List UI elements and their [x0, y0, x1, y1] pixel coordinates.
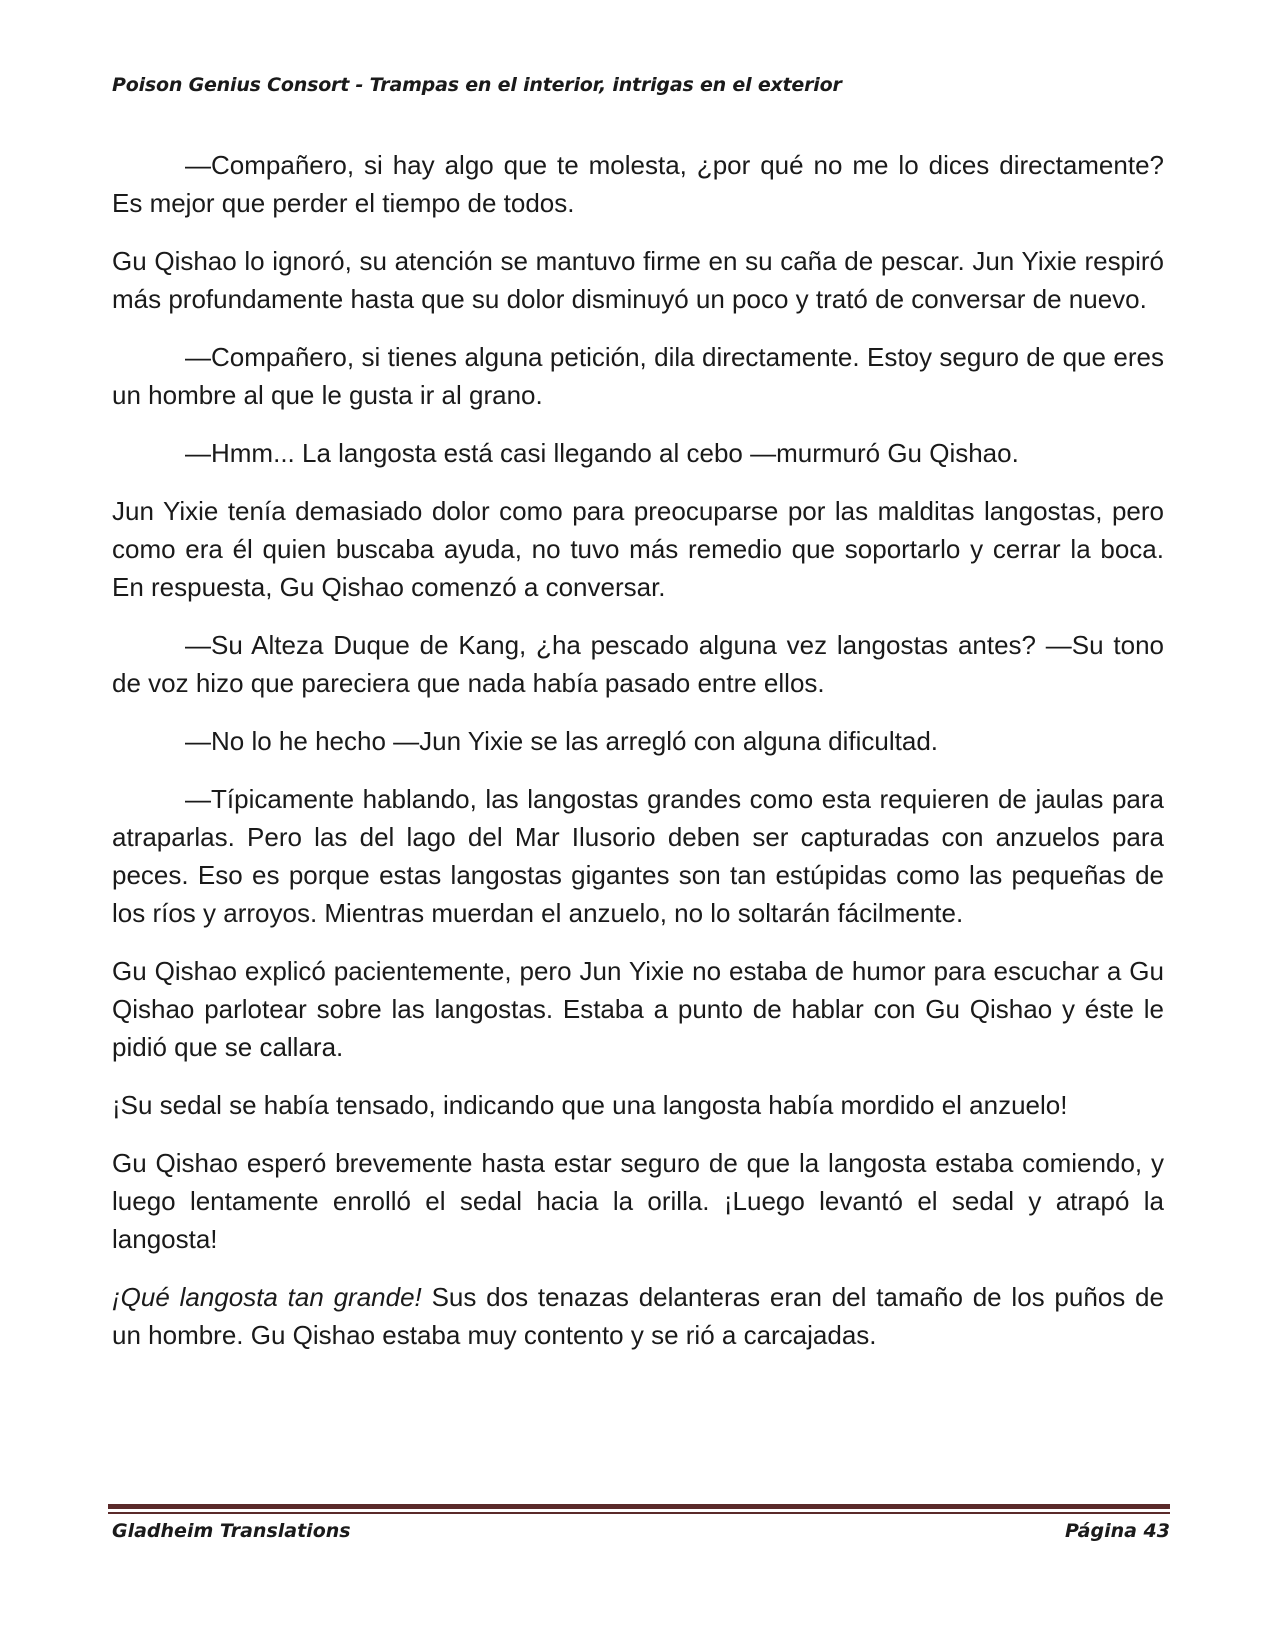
footer-rule-thick [108, 1504, 1170, 1509]
paragraph: ¡Su sedal se había tensado, indicando que una langosta había mordido el anzuelo! [112, 1090, 1068, 1120]
footer-rule-thin [108, 1512, 1170, 1514]
running-header: Poison Genius Consort - Trampas en el interior, intrigas en el exterior [112, 74, 842, 96]
paragraph-text: Sus dos tenazas delanteras eran del tamaño de los puños de un hombre. Gu Qishao estaba muy contento y se rió a carcajadas. [112, 1282, 1164, 1350]
paragraph: —Compañero, si tienes alguna petición, dila directamente. Estoy seguro de que eres un hombre al que le gusta ir al grano. [112, 342, 1164, 410]
paragraph: —Típicamente hablando, las langostas grandes como esta requieren de jaulas para atraparlas. Pero las del lago del Mar Ilusorio deben ser capturadas con anzuelos para peces. Eso es porque estas langostas gigantes son tan estúpidas como las pequeñas de los ríos y arroyos. Mientras muerdan el anzuelo, no lo soltarán fácilmente. [112, 784, 1164, 928]
paragraph: —Compañero, si hay algo que te molesta, ¿por qué no me lo dices directamente? Es mejor que perder el tiempo de todos. [112, 150, 1164, 218]
paragraph: Jun Yixie tenía demasiado dolor como para preocuparse por las malditas langostas, pero como era él quien buscaba ayuda, no tuvo más remedio que soportarlo y cerrar la boca. En respuesta, Gu Qishao comenzó a conversar. [112, 496, 1164, 602]
paragraph: —Hmm... La langosta está casi llegando al cebo —murmuró Gu Qishao. [185, 438, 1019, 468]
footer-page-number: Página 43 [1064, 1520, 1170, 1542]
italic-phrase: ¡Qué langosta tan grande! [112, 1282, 422, 1312]
paragraph: Gu Qishao lo ignoró, su atención se mantuvo firme en su caña de pescar. Jun Yixie respiró más profundamente hasta que su dolor disminuyó un poco y trató de conversar de nuevo. [112, 246, 1164, 314]
page-body [112, 146, 1164, 1374]
paragraph: Gu Qishao esperó brevemente hasta estar seguro de que la langosta estaba comiendo, y luego lentamente enrolló el sedal hacia la orilla. ¡Luego levantó el sedal y atrapó la langosta! [112, 1148, 1164, 1254]
paragraph-with-italic [112, 1278, 1164, 1354]
paragraph: —Su Alteza Duque de Kang, ¿ha pescado alguna vez langostas antes? —Su tono de voz hizo que pareciera que nada había pasado entre ellos. [112, 630, 1164, 698]
footer-publisher: Gladheim Translations [112, 1520, 351, 1542]
paragraph: Gu Qishao explicó pacientemente, pero Jun Yixie no estaba de humor para escuchar a Gu Qishao parlotear sobre las langostas. Estaba a punto de hablar con Gu Qishao y éste le pidió que se callara. [112, 956, 1164, 1062]
paragraph: —No lo he hecho —Jun Yixie se las arregló con alguna dificultad. [185, 726, 938, 756]
